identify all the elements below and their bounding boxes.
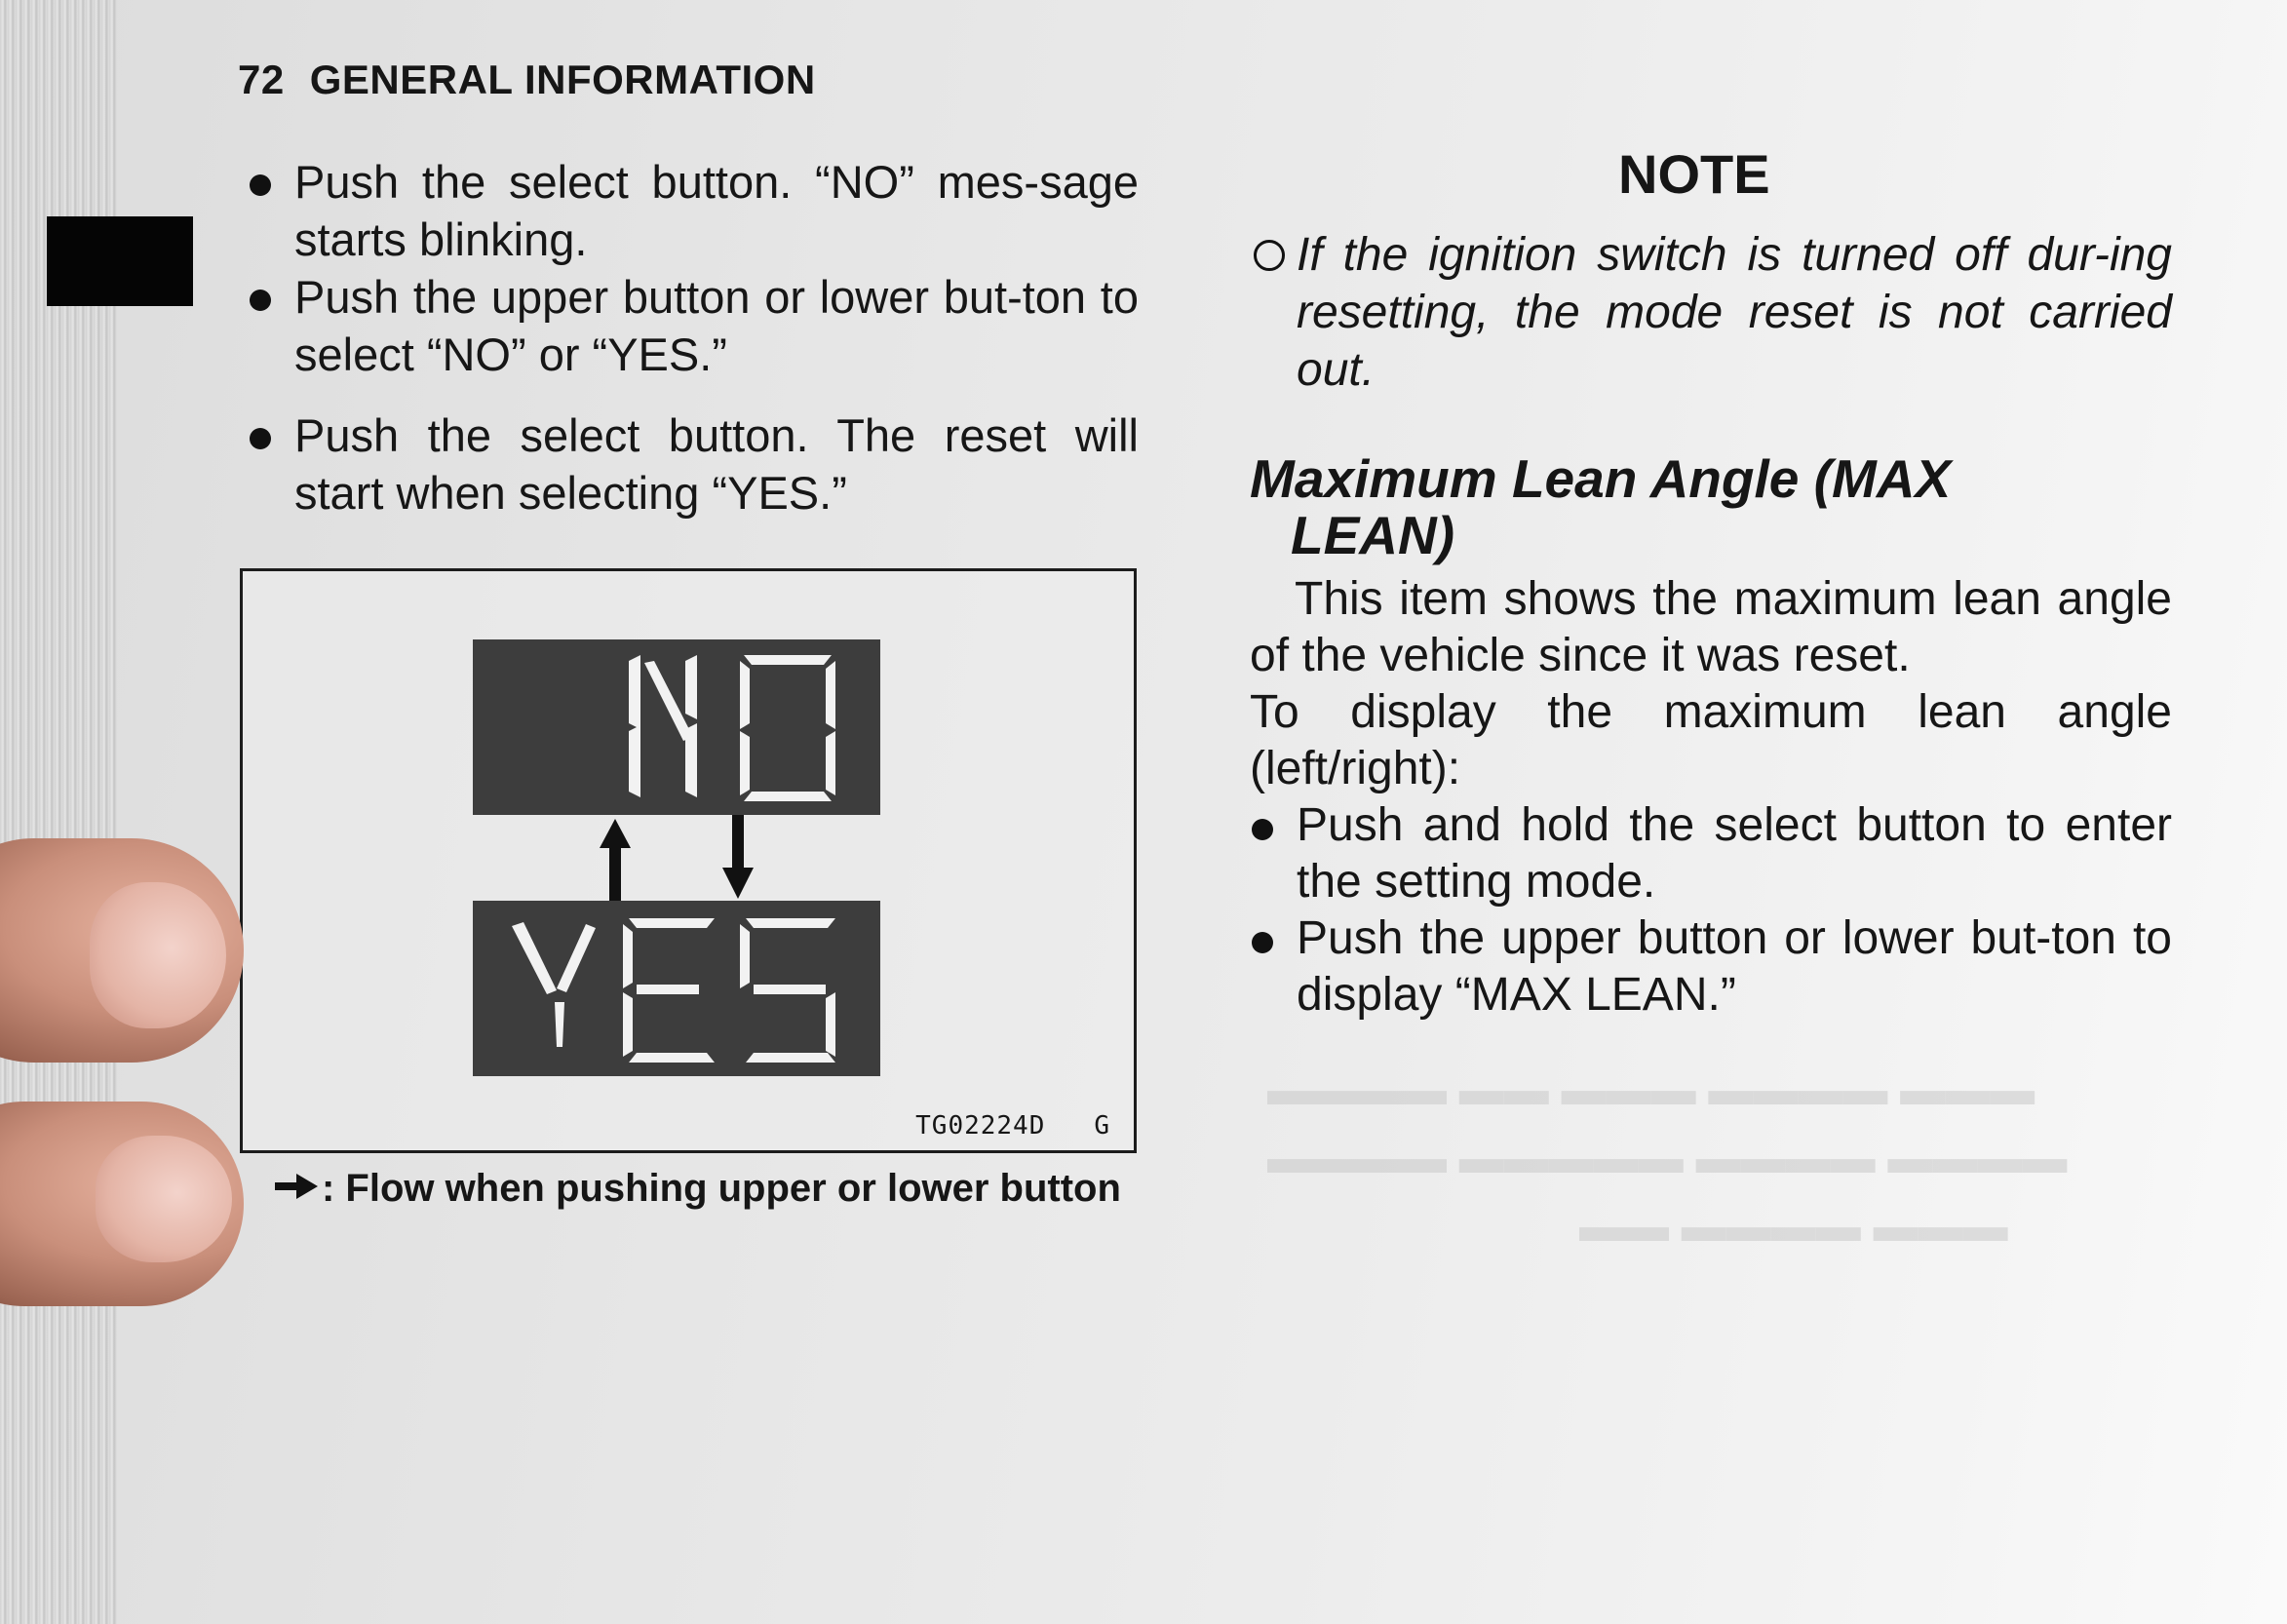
page-number: 72 [238,57,285,102]
list-item: Push and hold the select button to enter the setting mode. [1246,797,2172,910]
list-item: Push the select button. “NO” mes-sage starts blinking. [244,153,1139,268]
figure-caption: : Flow when pushing upper or lower button [275,1165,1133,1212]
down-arrow-icon [722,815,754,899]
instruction-list [244,153,1139,522]
binder-clip [47,216,193,306]
list-item: Push the upper button or lower but-ton to select “NO” or “YES.” [244,268,1139,383]
note-body: If the ignition switch is turned off dur-ing resetting, the mode reset is not carried out. [1250,226,2172,399]
flow-arrows [570,815,785,903]
list-item: Push the upper button or lower but-ton to display “MAX LEAN.” [1246,910,2172,1024]
lcd-display-no [473,639,880,815]
section-heading: Maximum Lean Angle (MAX LEAN) [1250,448,1952,565]
segment-no-graphic [473,639,880,815]
list-item: Push the select button. The reset will start when selecting “YES.” [244,406,1139,522]
figure-code: TG02224D G [915,1111,1110,1141]
section-paragraph: This item shows the maximum lean angle of the vehicle since it was reset. To display the maximum lean angle (left/right): [1250,573,2172,794]
up-arrow-icon [600,819,631,903]
fingernail [96,1136,232,1262]
section-title: GENERAL INFORMATION [309,57,816,102]
page-header [238,57,816,103]
bleed-through: ▬▬▬ ▬▬▬▬ ▬▬ [1579,1200,2008,1251]
bleed-through: ▬▬▬ ▬▬▬▬ ▬▬▬ ▬▬ ▬▬▬▬ [1267,1063,2035,1114]
fingernail [90,882,226,1028]
right-arrow-icon [275,1165,322,1212]
right-instruction-list [1246,797,2172,1024]
lcd-display-yes [473,901,880,1076]
note-title: NOTE [1618,143,1770,205]
bleed-through: ▬▬▬▬ ▬▬▬▬ ▬▬▬▬▬ ▬▬▬▬ [1267,1132,2068,1182]
lcd-figure [240,568,1137,1153]
segment-yes-graphic [473,901,880,1076]
left-column [244,153,1139,522]
